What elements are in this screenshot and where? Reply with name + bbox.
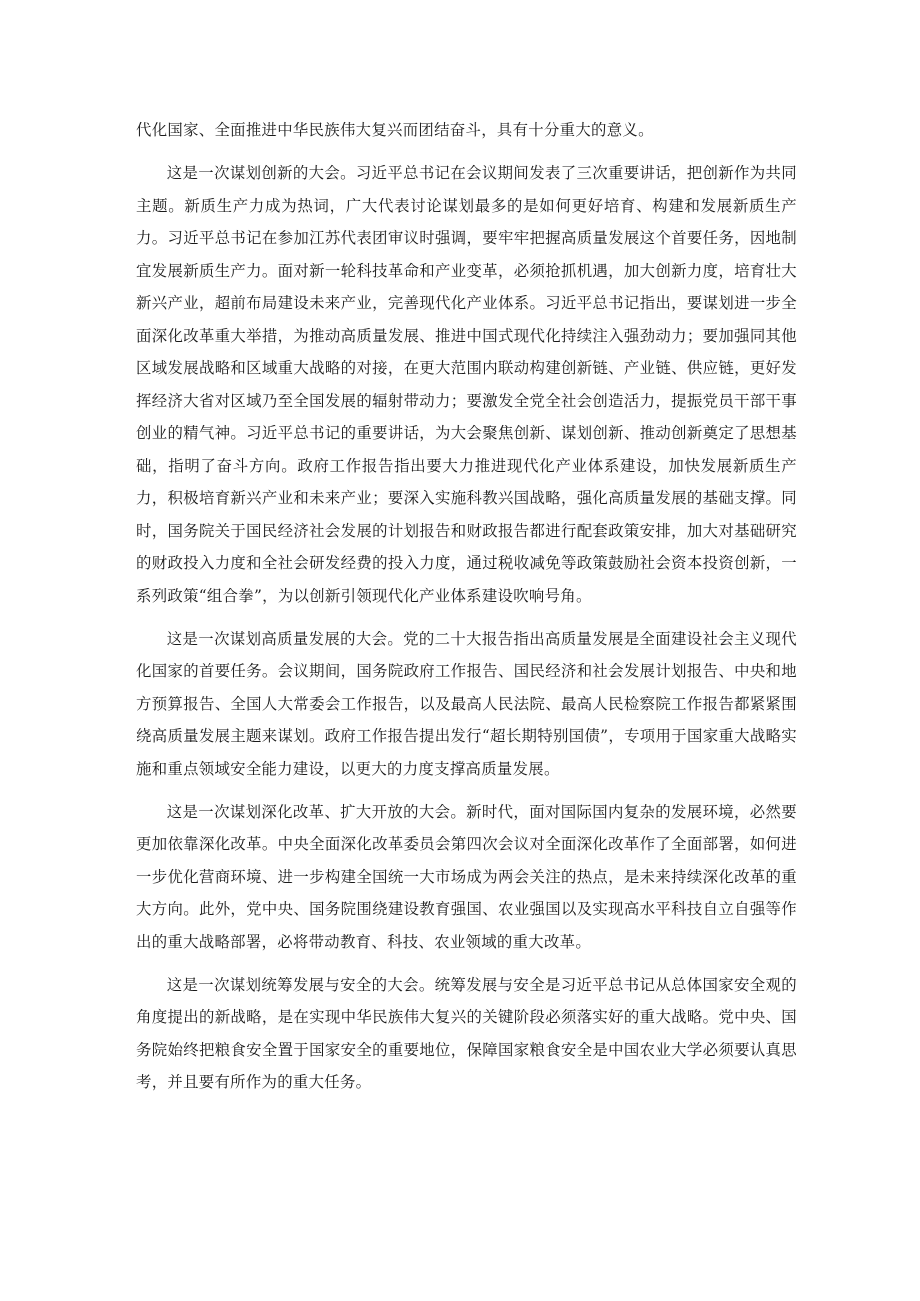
paragraph-innovation: 这是一次谋划创新的大会。习近平总书记在会议期间发表了三次重要讲话，把创新作为共同主题。新质生产力成为热词，广大代表讨论谋划最多的是如何更好培育、构建和发展新质生产力。习近平总书记在参加江苏代表团审议时强调，要牢牢把握高质量发展这个首要任务，因地制宜发展新质生产力。面对新一轮科技革命和产业变革，必须抢抓机遇，加大创新力度，培育壮大新兴产业，超前布局建设未来产业，完善现代化产业体系。习近平总书记指出，要谋划进一步全面深化改革重大举措，为推动高质量发展、推进中国式现代化持续注入强劲动力；要加强同其他区域发展战略和区域重大战略的对接，在更大范围内联动构建创新链、产业链、供应链，更好发挥经济大省对区域乃至全国发展的辐射带动力；要激发全党全社会创造活力，提振党员干部干事创业的精气神。习近平总书记的重要讲话，为大会聚焦创新、谋划创新、推动创新奠定了思想基础，指明了奋斗方向。政府工作报告指出要大力推进现代化产业体系建设，加快发展新质生产力，积极培育新兴产业和未来产业；要深入实施科教兴国战略，强化高质量发展的基础支撑。同时，国务院关于国民经济社会发展的计划报告和财政报告都进行配套政策安排，加大对基础研究的财政投入力度和全社会研发经费的投入力度，通过税收减免等政策鼓励社会资本投资创新，一系列政策“组合拳”，为以创新引领现代化产业体系建设吹响号角。 xyxy=(136,164,797,605)
document-body xyxy=(136,114,797,1109)
paragraph-reform-opening: 这是一次谋划深化改革、扩大开放的大会。新时代，面对国际国内复杂的发展环境，必然要更加依靠深化改革。中央全面深化改革委员会第四次会议对全面深化改革作了全面部署，如何进一步优化营商环境、进一步构建全国统一大市场成为两会关注的热点，是未来持续深化改革的重大方向。此外，党中央、国务院围绕建设教育强国、农业强国以及实现高水平科技自立自强等作出的重大战略部署，必将带动教育、科技、农业领域的重大改革。 xyxy=(136,802,797,951)
paragraph-development-security: 这是一次谋划统筹发展与安全的大会。统筹发展与安全是习近平总书记从总体国家安全观的角度提出的新战略，是在实现中华民族伟大复兴的关键阶段必须落实好的重大战略。党中央、国务院始终把粮食安全置于国家安全的重要地位，保障国家粮食安全是中国农业大学必须要认真思考，并且要有所作为的重大任务。 xyxy=(136,975,797,1091)
paragraph-continuation: 代化国家、全面推进中华民族伟大复兴而团结奋斗，具有十分重大的意义。 xyxy=(136,121,654,139)
paragraph-high-quality-development: 这是一次谋划高质量发展的大会。党的二十大报告指出高质量发展是全面建设社会主义现代化国家的首要任务。会议期间，国务院政府工作报告、国民经济和社会发展计划报告、中央和地方预算报告、全国人大常委会工作报告，以及最高人民法院、最高人民检察院工作报告都紧紧围绕高质量发展主题来谋划。政府工作报告提出发行“超长期特别国债”，专项用于国家重大战略实施和重点领域安全能力建设，以更大的力度支撑高质量发展。 xyxy=(136,629,797,778)
